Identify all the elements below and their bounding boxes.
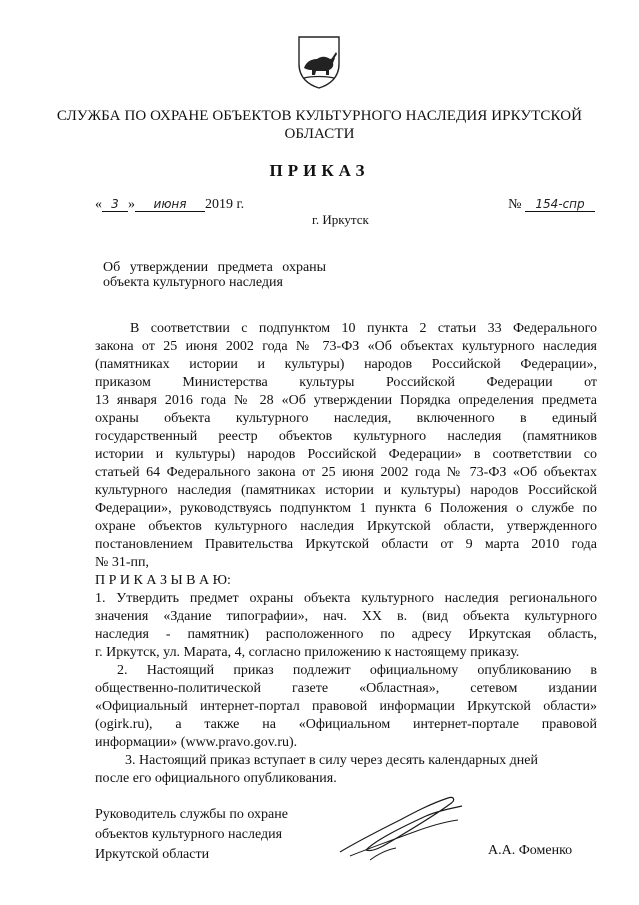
- item1-line: значения «Здание типографии», нач. XX в. (вид объекта культурного: [95, 609, 597, 624]
- subject-line2: объекта культурного наследия: [103, 275, 283, 290]
- order-word: П Р И К А З Ы В А Ю:: [95, 573, 231, 588]
- document-type-title: ПРИКАЗ: [269, 161, 370, 180]
- preamble-line: охраны объекта культурного наследия, включенного в единый: [95, 411, 597, 426]
- preamble-line: В соответствии с подпунктом 10 пункта 2 статьи 33 Федерального: [130, 321, 597, 336]
- number-sign: №: [508, 197, 522, 212]
- date-year: 2019 г.: [205, 197, 245, 212]
- organization-name-line1: СЛУЖБА ПО ОХРАНЕ ОБЪЕКТОВ КУЛЬТУРНОГО НАСЛЕДИЯ ИРКУТСКОЙ: [56, 108, 583, 124]
- signatory-title: [95, 805, 288, 865]
- preamble-line: № 31-пп,: [95, 555, 150, 570]
- city: г. Иркутск: [312, 212, 369, 227]
- item2-line: 2. Настоящий приказ подлежит официальному опубликованию в: [117, 663, 597, 678]
- item2-line: общественно-политической газете «Областная», сетевом издании: [95, 681, 597, 696]
- number-value: 154-спр: [525, 197, 595, 212]
- preamble-line: закона от 25 июня 2002 года № 73-ФЗ «Об объектах культурного наследия: [95, 339, 597, 354]
- item2-line: «Официальный интернет-портал правовой информации Иркутской области»: [95, 699, 597, 714]
- item1-line: 1. Утвердить предмет охраны объекта культурного наследия регионального: [95, 591, 597, 606]
- date-close-quote: »: [128, 197, 135, 212]
- date-month: июня: [135, 197, 205, 212]
- signatory-name: А.А. Фоменко: [488, 843, 573, 858]
- order-subject: [103, 260, 326, 290]
- subject-line1: Об утверждении предмета охраны: [103, 260, 327, 275]
- signatory-line2: объектов культурного наследия: [95, 827, 283, 842]
- organization-name-line2: ОБЛАСТИ: [284, 126, 355, 142]
- order-number: [508, 197, 595, 213]
- coat-of-arms-emblem: [296, 34, 342, 90]
- preamble-line: истории и культуры) народов Российской Федерации» в соответствии со: [95, 447, 597, 462]
- preamble-line: культурного наследия (памятниках истории и культуры) народов Российской: [95, 483, 597, 498]
- date-day: 3: [102, 197, 128, 212]
- preamble-line: охране объектов культурного наследия Иркутской области, утвержденного: [95, 519, 597, 534]
- preamble-line: приказом Министерства культуры Российской Федерации от: [95, 375, 597, 390]
- preamble-line: Федерации», руководствуясь подпунктом 1 пункта 6 Положения о службе по: [95, 501, 597, 516]
- item1-line: г. Иркутск, ул. Марата, 4, согласно приложению к настоящему приказу.: [95, 645, 520, 660]
- order-body: [95, 320, 597, 788]
- signatory-line3: Иркутской области: [95, 847, 210, 862]
- preamble-line: 13 января 2016 года № 28 «Об утверждении Порядка определения предмета: [95, 393, 597, 408]
- date-open-quote: «: [95, 197, 102, 212]
- preamble-line: статьей 64 Федерального закона от 25 июня 2002 года № 73-ФЗ «Об объектах: [95, 465, 597, 480]
- signatory-line1: Руководитель службы по охране: [95, 807, 288, 822]
- item3-line: 3. Настоящий приказ вступает в силу через десять календарных дней: [125, 753, 538, 768]
- item2-line: информации» (www.pravo.gov.ru).: [95, 735, 298, 750]
- preamble-line: постановлением Правительства Иркутской области от 9 марта 2010 года: [95, 537, 597, 552]
- preamble-line: государственный реестр объектов культурного наследия (памятников: [95, 429, 597, 444]
- handwritten-signature: [330, 790, 480, 870]
- item2-line: (ogirk.ru), а также на «Официальном интернет-портале правовой: [95, 717, 597, 732]
- item1-line: наследия - памятник) расположенного по адресу Иркутская область,: [95, 627, 597, 642]
- item3-line: после его официального опубликования.: [95, 771, 337, 786]
- preamble-line: (памятниках истории и культуры) народов Российской Федерации»,: [95, 357, 597, 372]
- order-date: [95, 197, 244, 213]
